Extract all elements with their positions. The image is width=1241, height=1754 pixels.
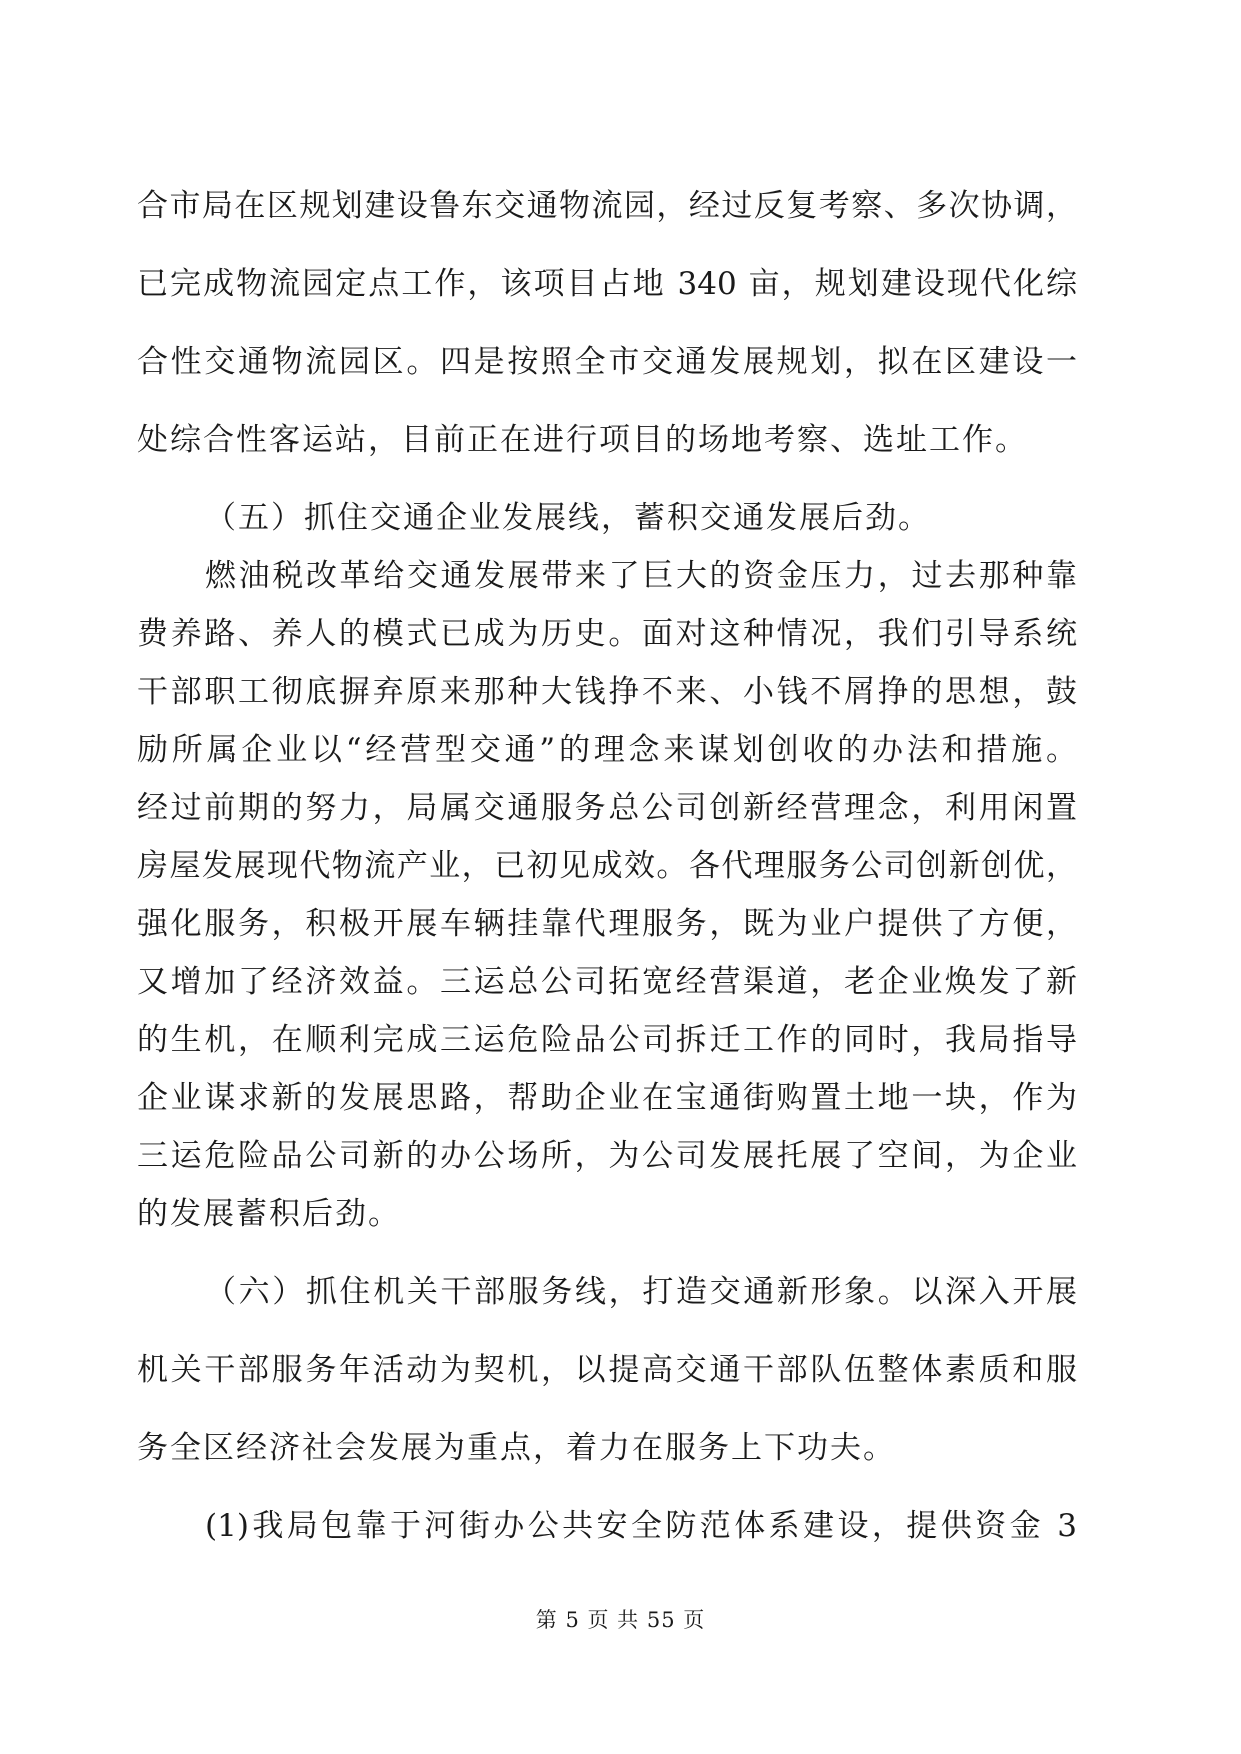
section-heading-6: （六）抓住机关干部服务线，打造交通新形象。以深入开展 [205,1274,1077,1310]
body-line-8: 干部职工彻底摒弃原来那种大钱挣不来、小钱不屑挣的思想，鼓 [137,674,1077,710]
body-line-14: 的生机，在顺利完成三运危险品公司拆迁工作的同时，我局指导 [137,1022,1077,1058]
page-number-footer: 第 5 页 共 55 页 [535,1608,706,1632]
body-line-12: 强化服务，积极开展车辆挂靠代理服务，既为业户提供了方便， [137,906,1077,942]
section-heading-5: （五）抓住交通企业发展线，蓄积交通发展后劲。 [205,500,931,536]
body-line-7: 费养路、养人的模式已成为历史。面对这种情况，我们引导系统 [137,616,1077,652]
body-line-15: 企业谋求新的发展思路，帮助企业在宝通街购置土地一块，作为 [137,1080,1077,1116]
body-line-6: 燃油税改革给交通发展带来了巨大的资金压力，过去那种靠 [205,558,1077,594]
body-line-16: 三运危险品公司新的办公场所，为公司发展托展了空间，为企业 [137,1138,1077,1174]
body-line-21: (1)我局包靠于河街办公共安全防范体系建设，提供资金 3 [205,1508,1077,1544]
body-line-13: 又增加了经济效益。三运总公司拓宽经营渠道，老企业焕发了新 [137,964,1077,1000]
body-line-17: 的发展蓄积后劲。 [137,1196,401,1232]
body-line-11: 房屋发展现代物流产业，已初见成效。各代理服务公司创新创优， [137,848,1077,884]
body-line-20: 务全区经济社会发展为重点，着力在服务上下功夫。 [137,1430,896,1466]
body-line-19: 机关干部服务年活动为契机，以提高交通干部队伍整体素质和服 [137,1352,1077,1388]
body-line-10: 经过前期的努力，局属交通服务总公司创新经营理念，利用闲置 [137,790,1077,826]
body-line-9: 励所属企业以“经营型交通”的理念来谋划创收的办法和措施。 [137,732,1077,768]
body-line-3: 合性交通物流园区。四是按照全市交通发展规划，拟在区建设一 [137,344,1077,380]
body-line-2: 已完成物流园定点工作，该项目占地 340 亩，规划建设现代化综 [137,266,1077,302]
body-line-1: 合市局在区规划建设鲁东交通物流园，经过反复考察、多次协调， [137,188,1077,224]
body-line-4: 处综合性客运站，目前正在进行项目的场地考察、选址工作。 [137,422,1028,458]
